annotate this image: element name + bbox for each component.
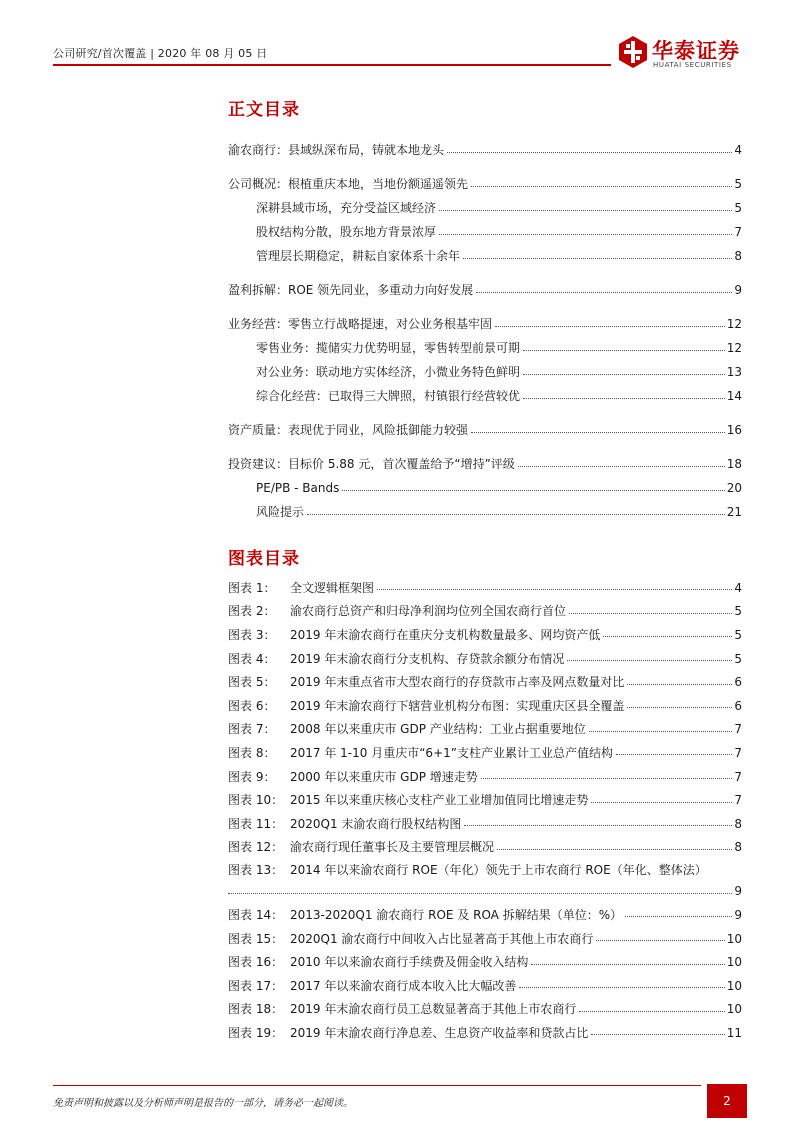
- toc-group-gap: [228, 302, 742, 312]
- toc-entry-page: 9: [734, 283, 742, 297]
- figure-entry[interactable]: [228, 1021, 742, 1045]
- huatai-logo-icon: [618, 35, 648, 69]
- header-rule: [53, 64, 611, 66]
- figure-entry-label: 图表 10：: [228, 793, 284, 808]
- figure-entry-page: 9: [734, 884, 742, 899]
- toc-entry-page: 8: [734, 249, 742, 263]
- toc-entry-title: 深耕县域市场，充分受益区域经济: [256, 201, 437, 215]
- figure-entry-text: [228, 699, 624, 713]
- toc-group-gap: [228, 408, 742, 418]
- figure-entry-text: [228, 746, 613, 760]
- figure-entry-text: [228, 932, 593, 946]
- figure-entry-page: 5: [734, 604, 742, 619]
- dot-leader: [579, 1011, 724, 1012]
- figure-entry-title: 2019 年末渝农商行分支机构、存贷款余额分布情况: [290, 651, 565, 666]
- toc-entry-title: 风险提示: [256, 505, 305, 519]
- figure-entry-page: 8: [734, 840, 742, 855]
- figure-entry[interactable]: [228, 950, 742, 974]
- dot-leader: [342, 490, 724, 491]
- figure-entry-page: 7: [734, 722, 742, 737]
- figure-entry-label: 图表 4：: [228, 651, 276, 666]
- figure-entry[interactable]: [228, 812, 742, 836]
- toc-entry-page: 5: [734, 177, 742, 191]
- toc-entry-page: 18: [726, 457, 742, 471]
- toc-entry[interactable]: [228, 278, 742, 302]
- figure-entry[interactable]: [228, 859, 742, 903]
- figure-entry-label: 图表 8：: [228, 745, 276, 760]
- dot-leader: [603, 636, 732, 637]
- toc-group-gap: [228, 442, 742, 452]
- figure-entry-page: 8: [734, 816, 742, 831]
- figure-entry-page: 7: [734, 793, 742, 808]
- figure-entry[interactable]: [228, 647, 742, 671]
- toc-entry-title: 渝农商行：县域纵深布局，铸就本地龙头: [228, 143, 445, 157]
- figure-entry[interactable]: [228, 765, 742, 789]
- figure-entry-label: 图表 3：: [228, 627, 276, 642]
- figure-entry-title: 2019 年末渝农商行在重庆分支机构数量最多、网均资产低: [290, 627, 601, 642]
- page-number: 2: [707, 1084, 747, 1118]
- figures-title: 图表目录: [228, 549, 300, 569]
- dot-leader: [476, 292, 732, 293]
- toc-subentry[interactable]: [228, 244, 742, 268]
- figure-entry-title: 2014 年以来渝农商行 ROE（年化）领先于上市农商行 ROE（年化、整体法）: [290, 863, 707, 878]
- figure-entry-page: 5: [734, 651, 742, 666]
- figure-entry-title: 2020Q1 渝农商行中间收入占比显著高于其他上市农商行: [290, 931, 594, 946]
- figure-entry-page: 10: [726, 978, 742, 993]
- toc-subentry[interactable]: [228, 196, 742, 220]
- toc-subentry[interactable]: [228, 336, 742, 360]
- toc-group-gap: [228, 162, 742, 172]
- toc-entry-page: 16: [726, 423, 742, 437]
- figure-entry-page: 5: [734, 627, 742, 642]
- toc-entry-title: 资产质量：表现优于同业，风险抵御能力较强: [228, 423, 469, 437]
- toc-entry[interactable]: [228, 172, 742, 196]
- figure-entry[interactable]: [228, 623, 742, 647]
- figure-entry-title: 2019 年末渝农商行员工总数显著高于其他上市农商行: [290, 1002, 577, 1017]
- figure-entry[interactable]: [228, 836, 742, 860]
- toc-entry-page: 12: [726, 341, 742, 355]
- toc-subentry[interactable]: [228, 360, 742, 384]
- toc-entry-page: 21: [726, 505, 742, 519]
- figure-entry[interactable]: [228, 576, 742, 600]
- figure-entry-label: 图表 9：: [228, 769, 276, 784]
- figure-entry-text: [228, 817, 461, 831]
- toc-entry-page: 14: [726, 389, 742, 403]
- figure-entry-page: 6: [734, 675, 742, 690]
- huatai-logo: [618, 33, 748, 73]
- logo-chinese-name: 华泰证券: [652, 39, 740, 63]
- dot-leader: [591, 1034, 724, 1035]
- figure-entry-text: [228, 1026, 588, 1040]
- figure-entry-text: [228, 604, 566, 618]
- toc-entry-title: 股权结构分散，股东地方背景浓厚: [256, 225, 437, 239]
- dot-leader: [495, 326, 725, 327]
- figure-entry-text: [228, 770, 478, 784]
- figure-entry[interactable]: [228, 741, 742, 765]
- toc-entry-page: 4: [734, 143, 742, 157]
- dot-leader: [627, 707, 732, 708]
- figure-entry-label: 图表 6：: [228, 698, 276, 713]
- toc-entry-title: 对公业务：联动地方实体经济，小微业务特色鲜明: [256, 365, 521, 379]
- dot-leader: [464, 825, 732, 826]
- figure-entry-label: 图表 2：: [228, 604, 276, 619]
- figure-entry-text: [228, 675, 624, 689]
- figure-entry-title: 渝农商行总资产和归母净利润均位列全国农商行首位: [290, 604, 567, 619]
- toc-entry[interactable]: [228, 418, 742, 442]
- toc-entry-title: 综合化经营：已取得三大牌照，村镇银行经营较优: [256, 389, 521, 403]
- dot-leader: [596, 940, 724, 941]
- figure-entry-label: 图表 13：: [228, 863, 284, 878]
- figure-entry-page: 10: [726, 931, 742, 946]
- toc-group-gap: [228, 268, 742, 278]
- figure-entry-title: 2017 年以来渝农商行成本收入比大幅改善: [290, 978, 517, 993]
- figure-entry-page: 10: [726, 1002, 742, 1017]
- figure-entry-text: [228, 722, 586, 736]
- figure-entry-title: 全文逻辑框架图: [290, 580, 375, 595]
- figure-entry-continuation: [228, 881, 742, 901]
- figure-entry-text: [228, 979, 516, 993]
- dot-leader: [439, 210, 732, 211]
- figure-entry-page: 9: [734, 907, 742, 922]
- dot-leader: [481, 778, 733, 779]
- dot-leader: [447, 152, 732, 153]
- figure-entry-title: 2000 年以来重庆市 GDP 增速走势: [290, 769, 478, 784]
- figure-entry-label: 图表 12：: [228, 840, 284, 855]
- header-text: 公司研究/首次覆盖 | 2020 年 08 月 05 日: [53, 47, 268, 60]
- dot-leader: [228, 893, 732, 894]
- figure-entry-title: 2019 年末渝农商行净息差、生息资产收益率和贷款占比: [290, 1025, 589, 1040]
- toc-list: [228, 138, 742, 524]
- dot-leader: [569, 613, 732, 614]
- toc-entry-page: 20: [726, 481, 742, 495]
- figure-entry-title: 渝农商行现任董事长及主要管理层概况: [290, 840, 495, 855]
- figure-entry[interactable]: [228, 718, 742, 742]
- figure-entry-title: 2008 年以来重庆市 GDP 产业结构：工业占据重要地位: [290, 722, 586, 737]
- figure-entry-text: [228, 840, 494, 854]
- figure-entry-text: [228, 628, 600, 642]
- figure-entry-title: 2020Q1 末渝农商行股权结构图: [290, 816, 462, 831]
- figure-entry-title: 2015 年以来重庆核心支柱产业工业增加值同比增速走势: [290, 793, 589, 808]
- toc-subentry[interactable]: [228, 220, 742, 244]
- toc-subentry[interactable]: [228, 384, 742, 408]
- toc-entry-title: 盈利拆解：ROE 领先同业，多重动力向好发展: [228, 283, 474, 297]
- figure-entry-text: [228, 1002, 576, 1016]
- figure-entry[interactable]: [228, 927, 742, 951]
- figure-entry-label: 图表 17：: [228, 978, 284, 993]
- dot-leader: [567, 660, 732, 661]
- figure-entry-text: [228, 955, 528, 969]
- figure-entry-line: [228, 859, 742, 881]
- figure-entry-label: 图表 14：: [228, 907, 284, 922]
- toc-entry-title: PE/PB - Bands: [256, 481, 340, 495]
- figures-list: [228, 576, 742, 1045]
- figure-entry-label: 图表 18：: [228, 1002, 284, 1017]
- figure-entry[interactable]: [228, 694, 742, 718]
- figure-entry-title: 2019 年末渝农商行下辖营业机构分布图：实现重庆区县全覆盖: [290, 698, 625, 713]
- dot-leader: [523, 374, 725, 375]
- toc-entry[interactable]: [228, 138, 742, 162]
- dot-leader: [307, 514, 725, 515]
- toc-entry-page: 7: [734, 225, 742, 239]
- figure-entry-title: 2019 年末重点省市大型农商行的存贷款市占率及网点数量对比: [290, 675, 625, 690]
- figure-entry-page: 11: [726, 1025, 742, 1040]
- toc-entry[interactable]: [228, 312, 742, 336]
- figure-entry-text: [228, 652, 564, 666]
- toc-entry-title: 管理层长期稳定，耕耘自家体系十余年: [256, 249, 461, 263]
- dot-leader: [471, 186, 732, 187]
- toc-entry-title: 业务经营：零售立行战略提速，对公业务根基牢固: [228, 317, 493, 331]
- figure-entry[interactable]: [228, 600, 742, 624]
- figure-entry-label: 图表 15：: [228, 931, 284, 946]
- figure-entry-label: 图表 1：: [228, 580, 276, 595]
- figure-entry-title: 2013-2020Q1 渝农商行 ROE 及 ROA 拆解结果（单位：%）: [290, 907, 623, 922]
- figure-entry-label: 图表 11：: [228, 816, 284, 831]
- toc-entry-page: 12: [726, 317, 742, 331]
- dot-leader: [523, 350, 725, 351]
- toc-entry-title: 投资建议：目标价 5.88 元，首次覆盖给予“增持”评级: [228, 457, 515, 471]
- dot-leader: [518, 466, 725, 467]
- dot-leader: [497, 849, 732, 850]
- toc-title: 正文目录: [228, 100, 300, 120]
- figure-entry-page: 4: [734, 580, 742, 595]
- dot-leader: [616, 754, 732, 755]
- toc-entry-title: 公司概况：根植重庆本地，当地份额遥遥领先: [228, 177, 469, 191]
- figure-entry[interactable]: [228, 974, 742, 998]
- figure-entry[interactable]: [228, 670, 742, 694]
- figure-entry-label: 图表 16：: [228, 955, 284, 970]
- figure-entry-text: [228, 908, 622, 922]
- dot-leader: [377, 589, 732, 590]
- figure-entry-text: [228, 793, 588, 807]
- figure-entry-page: 7: [734, 745, 742, 760]
- toc-entry-page: 13: [726, 365, 742, 379]
- footer-rule: [53, 1085, 701, 1086]
- figure-entry-page: 10: [726, 955, 742, 970]
- dot-leader: [523, 398, 725, 399]
- toc-entry-title: 零售业务：揽储实力优势明显，零售转型前景可期: [256, 341, 521, 355]
- figure-entry[interactable]: [228, 788, 742, 812]
- dot-leader: [589, 731, 733, 732]
- dot-leader: [591, 802, 732, 803]
- dot-leader: [519, 987, 724, 988]
- footer-disclaimer: 免责声明和披露以及分析师声明是报告的一部分，请务必一起阅读。: [53, 1098, 353, 1109]
- dot-leader: [439, 234, 732, 235]
- dot-leader: [463, 258, 732, 259]
- toc-entry[interactable]: [228, 452, 742, 476]
- figure-entry-label: 图表 19：: [228, 1025, 284, 1040]
- toc-entry-page: 5: [734, 201, 742, 215]
- dot-leader: [627, 684, 732, 685]
- logo-english-name: HUATAI SECURITIES: [653, 61, 732, 69]
- figure-entry-page: 6: [734, 698, 742, 713]
- figure-entry-text: [228, 581, 374, 595]
- dot-leader: [625, 916, 732, 917]
- figure-entry-title: 2010 年以来渝农商行手续费及佣金收入结构: [290, 955, 529, 970]
- toc-subentry[interactable]: [228, 476, 742, 500]
- figure-entry-title: 2017 年 1-10 月重庆市“6+1”支柱产业累计工业总产值结构: [290, 745, 613, 760]
- figure-entry-page: 7: [734, 769, 742, 784]
- figure-entry[interactable]: [228, 998, 742, 1022]
- figure-entry-label: 图表 5：: [228, 675, 276, 690]
- dot-leader: [471, 432, 725, 433]
- toc-subentry[interactable]: [228, 500, 742, 524]
- figure-entry[interactable]: [228, 903, 742, 927]
- figure-entry-label: 图表 7：: [228, 722, 276, 737]
- dot-leader: [531, 964, 724, 965]
